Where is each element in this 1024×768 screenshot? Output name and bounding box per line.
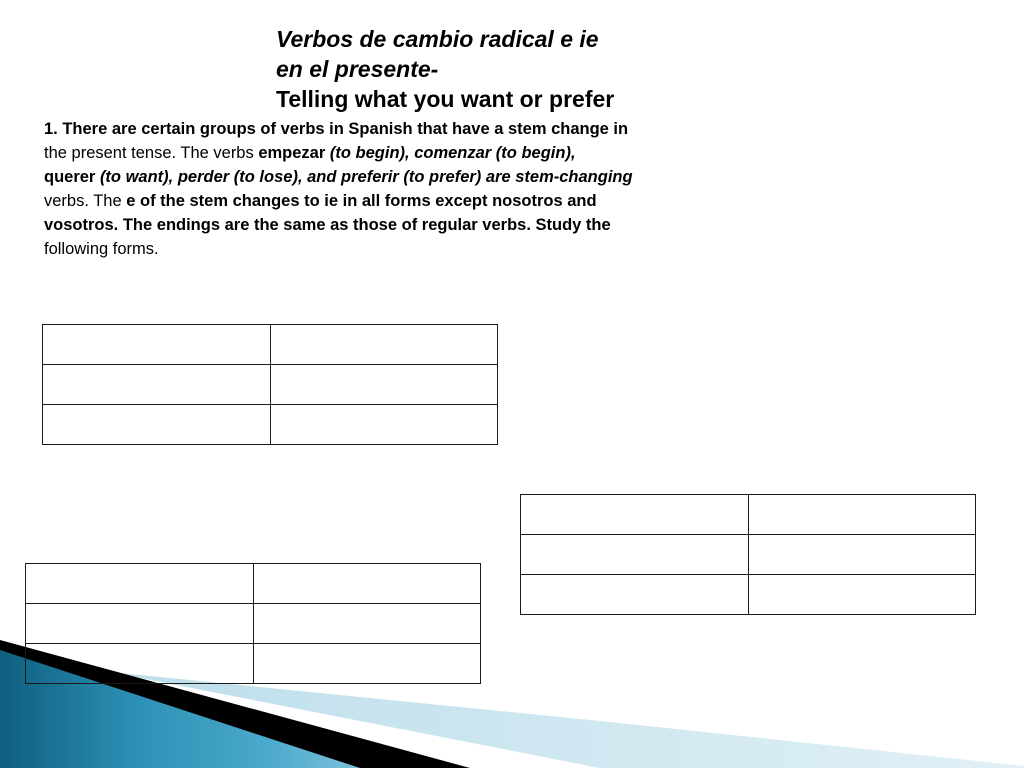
table-cell[interactable] [253, 564, 481, 604]
body-text-10: following forms. [44, 240, 159, 258]
title-line-2: en el presente- [276, 56, 439, 82]
body-paragraph [44, 117, 774, 261]
conjugation-table-3 [25, 563, 481, 684]
table-cell[interactable] [521, 495, 749, 535]
body-text-2: the present tense. The verbs [44, 144, 259, 162]
table-cell[interactable] [26, 604, 254, 644]
table-cell[interactable] [253, 644, 481, 684]
table-cell[interactable] [43, 325, 271, 365]
verb-glosses-1: (to begin), comenzar (to begin), [329, 144, 576, 162]
conjugation-table-2 [520, 494, 976, 615]
table-cell[interactable] [270, 365, 498, 405]
table-cell[interactable] [270, 325, 498, 365]
verb-glosses-2: (to want), perder (to lose), and preferir (to prefer) are stem-changing [99, 168, 633, 186]
table-cell[interactable] [748, 495, 976, 535]
light-blue-band [110, 672, 1024, 768]
table-cell[interactable] [748, 575, 976, 615]
table-row [26, 564, 481, 604]
table-cell[interactable] [521, 575, 749, 615]
body-text-8: e of the stem changes to ie in all forms except nosotros and [126, 192, 597, 210]
table-cell[interactable] [748, 535, 976, 575]
table-cell[interactable] [270, 405, 498, 445]
table-row [521, 575, 976, 615]
table-cell[interactable] [26, 564, 254, 604]
body-text-9: vosotros. The endings are the same as those of regular verbs. Study the [44, 216, 611, 234]
table-row [43, 325, 498, 365]
table-row [521, 495, 976, 535]
table-row [26, 644, 481, 684]
body-text-7: verbs. The [44, 192, 127, 210]
slide-title [276, 24, 796, 114]
table-cell[interactable] [43, 365, 271, 405]
table-cell[interactable] [26, 644, 254, 684]
verb-empezar: empezar [258, 144, 330, 162]
verb-querer: querer [44, 168, 100, 186]
body-sentence-1: 1. There are certain groups of verbs in Spanish that have a stem change in [44, 120, 629, 138]
title-line-1: Verbos de cambio radical e ie [276, 26, 599, 52]
table-row [43, 365, 498, 405]
table-row [43, 405, 498, 445]
table-cell[interactable] [521, 535, 749, 575]
table-cell[interactable] [253, 604, 481, 644]
title-line-3: Telling what you want or prefer [276, 86, 615, 112]
conjugation-table-1 [42, 324, 498, 445]
table-row [26, 604, 481, 644]
table-row [521, 535, 976, 575]
table-cell[interactable] [43, 405, 271, 445]
